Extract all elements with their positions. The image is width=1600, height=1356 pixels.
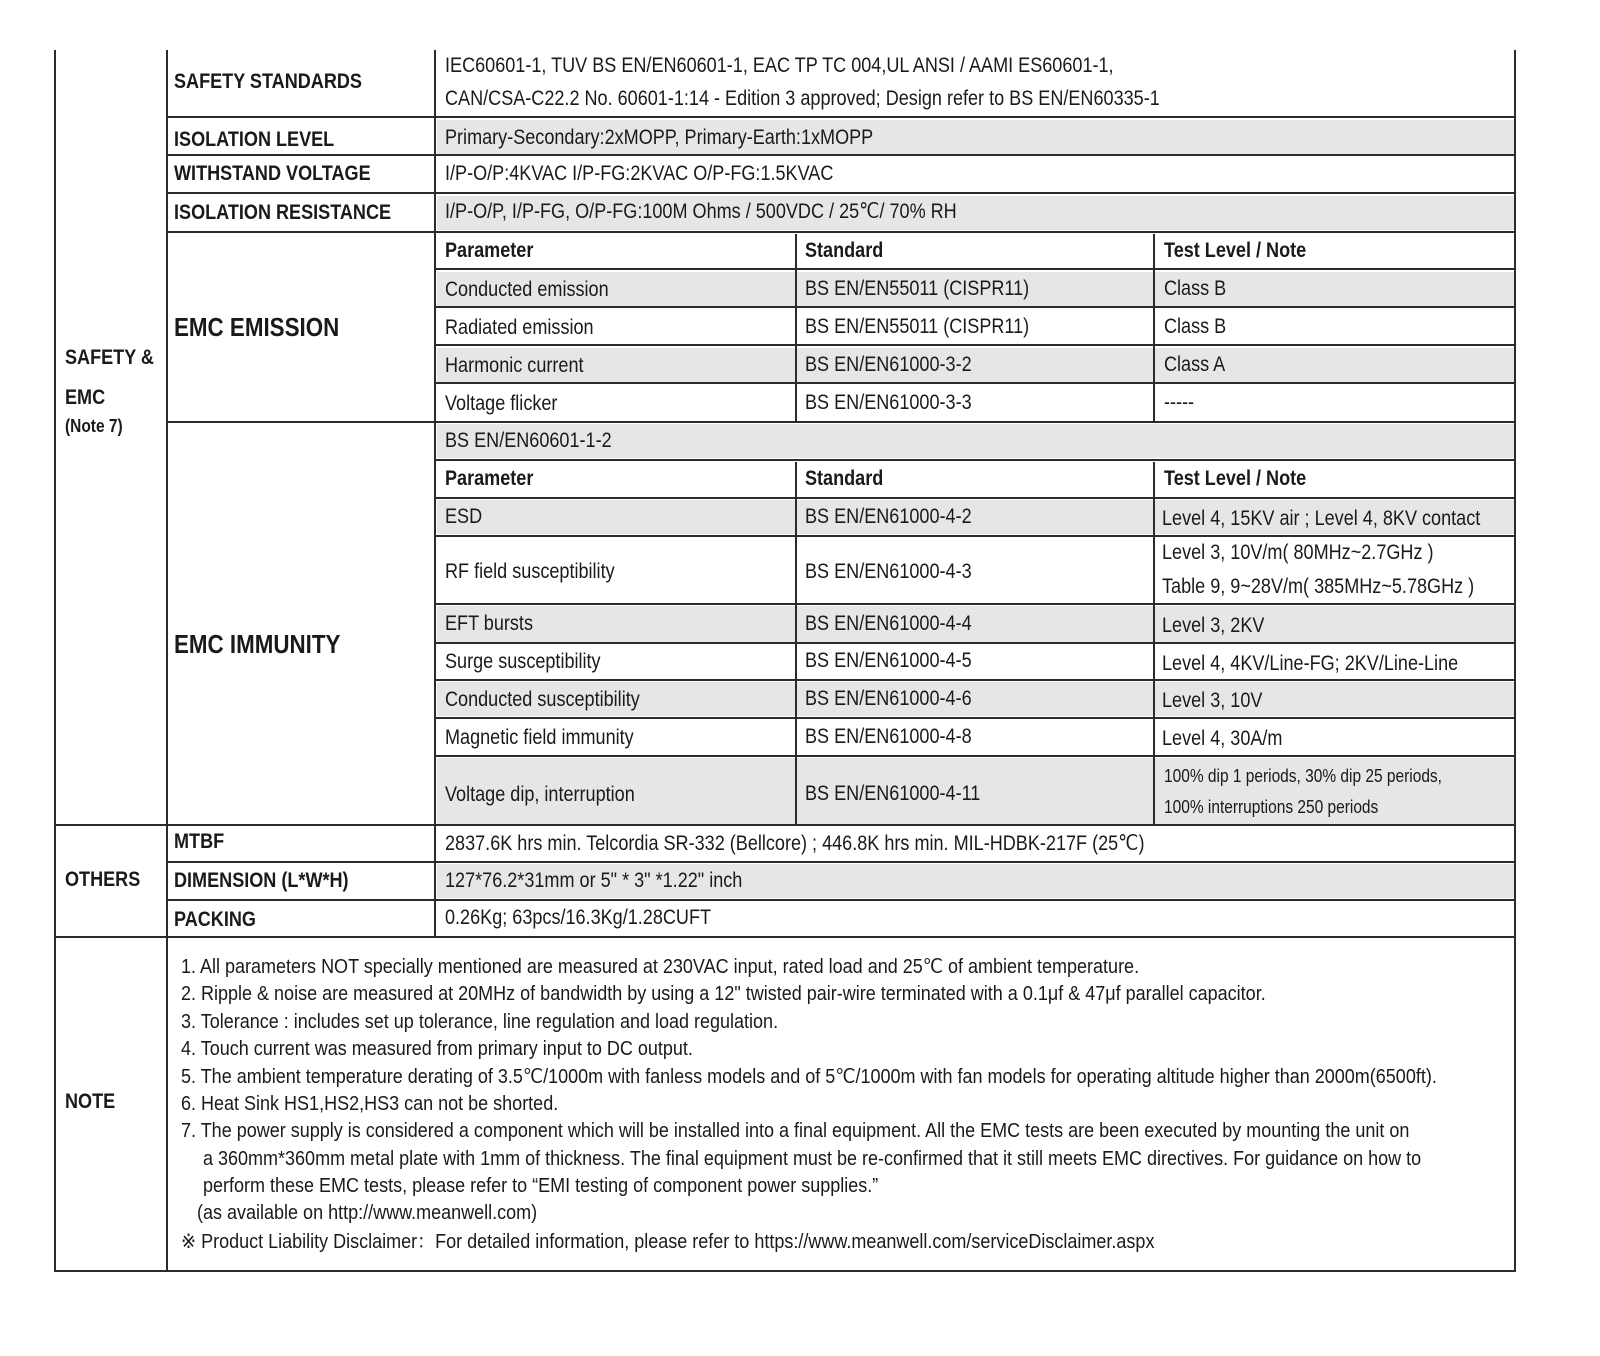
immunity-row-level: Level 4, 30A/m (1162, 727, 1283, 750)
immunity-header-parameter: Parameter (445, 467, 534, 490)
rule-bottom (54, 1270, 1516, 1272)
immunity-row-level-line2: 100% interruptions 250 periods (1164, 797, 1379, 817)
note-line: 1. All parameters NOT specially mentioned are measured at 230VAC input, rated load and 25℃ of ambient temperature. (181, 956, 1140, 978)
immunity-row-level: Level 4, 4KV/Line-FG; 2KV/Line-Line (1162, 652, 1459, 675)
immunity-row-level: Level 3, 2KV (1162, 614, 1265, 637)
note-line: perform these EMC tests, please refer to “EMI testing of component power supplies.” (203, 1175, 879, 1197)
rule (166, 231, 1516, 233)
emission-header-standard: Standard (805, 239, 884, 262)
rule (434, 306, 1516, 308)
rule (434, 268, 1516, 270)
divider-col2 (795, 234, 797, 422)
label-emc-emission: EMC EMISSION (174, 312, 340, 342)
label-dimension: DIMENSION (L*W*H) (174, 869, 349, 892)
rule (434, 382, 1516, 384)
emission-row-parameter: Conducted emission (445, 278, 609, 301)
emission-header-parameter: Parameter (445, 239, 534, 262)
rule (166, 861, 1516, 863)
section-title-note: NOTE (65, 1090, 116, 1113)
note-line: 7. The power supply is considered a component which will be installed into a final equipment. All the EMC tests are been executed by mounting the unit on (181, 1120, 1410, 1142)
emission-row-level: Class B (1164, 277, 1227, 300)
emission-row-parameter: Voltage flicker (445, 392, 558, 415)
rule (166, 899, 1516, 901)
note-line: 6. Heat Sink HS1,HS2,HS3 can not be shorted. (181, 1093, 559, 1115)
rule (166, 192, 1516, 194)
immunity-header-test-level: Test Level / Note (1164, 467, 1307, 490)
label-isolation-level: ISOLATION LEVEL (174, 128, 335, 151)
rule (434, 755, 1516, 757)
border-left (54, 50, 56, 1272)
emission-row-level: Class A (1164, 353, 1226, 376)
immunity-row-level: Level 3, 10V/m( 80MHz~2.7GHz ) (1162, 541, 1434, 564)
divider-section (166, 50, 168, 1272)
note-line: 3. Tolerance : includes set up tolerance, line regulation and load regulation. (181, 1011, 779, 1033)
immunity-row-standard: BS EN/EN61000-4-11 (805, 782, 981, 805)
emission-row-standard: BS EN/EN55011 (CISPR11) (805, 315, 1030, 338)
rule (434, 679, 1516, 681)
rule (166, 116, 1516, 118)
rule (434, 717, 1516, 719)
emission-row-parameter: Harmonic current (445, 354, 584, 377)
section-title-others: OTHERS (65, 868, 141, 891)
immunity-row-standard: BS EN/EN61000-4-6 (805, 687, 972, 710)
immunity-row-standard: BS EN/EN61000-4-8 (805, 725, 972, 748)
immunity-row-parameter: Conducted susceptibility (445, 688, 640, 711)
immunity-row-level: Level 4, 15KV air ; Level 4, 8KV contact (1162, 507, 1481, 530)
value-packing: 0.26Kg; 63pcs/16.3Kg/1.28CUFT (445, 906, 712, 929)
value-dimension: 127*76.2*31mm or 5" * 3" *1.22" inch (445, 869, 743, 892)
immunity-row-parameter: Surge susceptibility (445, 650, 601, 673)
emission-row-level: Class B (1164, 315, 1227, 338)
immunity-row-parameter: Voltage dip, interruption (445, 783, 635, 806)
rule (434, 497, 1516, 499)
value-safety-standards-line2: CAN/CSA-C22.2 No. 60601-1:14 - Edition 3 approved; Design refer to BS EN/EN60335-1 (445, 87, 1160, 110)
value-mtbf: 2837.6K hrs min. Telcordia SR-332 (Bellcore) ; 446.8K hrs min. MIL-HDBK-217F (25℃) (445, 832, 1145, 855)
label-emc-immunity: EMC IMMUNITY (174, 629, 341, 659)
divider-col3 (1153, 234, 1155, 422)
note-line: a 360mm*360mm metal plate with 1mm of thickness. The final equipment must be re-confirmed that it still meets EMC directives. For guidance on how to (203, 1148, 1422, 1170)
immunity-row-level: 100% dip 1 periods, 30% dip 25 periods, (1164, 766, 1442, 786)
immunity-row-parameter: RF field susceptibility (445, 560, 615, 583)
value-isolation-level: Primary-Secondary:2xMOPP, Primary-Earth:1xMOPP (445, 126, 874, 149)
rule (434, 535, 1516, 537)
rule (166, 421, 1516, 423)
rule (166, 154, 1516, 156)
immunity-row-level-line2: Table 9, 9~28V/m( 385MHz~5.78GHz ) (1162, 575, 1475, 598)
note-line: 5. The ambient temperature derating of 3.5℃/1000m with fanless models and of 5℃/1000m with fan models for operating altitude higher than 2000m(6500ft). (181, 1066, 1437, 1088)
divider-label (434, 50, 436, 938)
border-right (1514, 50, 1516, 1272)
immunity-row-standard: BS EN/EN61000-4-5 (805, 649, 972, 672)
emission-header-test-level: Test Level / Note (1164, 239, 1307, 262)
label-packing: PACKING (174, 908, 256, 931)
immunity-row-level: Level 3, 10V (1162, 689, 1263, 712)
immunity-row-standard: BS EN/EN61000-4-2 (805, 505, 972, 528)
note-line: 2. Ripple & noise are measured at 20MHz of bandwidth by using a 12" twisted pair-wire terminated with a 0.1μf & 47μf parallel capacitor. (181, 983, 1266, 1005)
note-line: (as available on http://www.meanwell.com) (197, 1202, 538, 1224)
emission-row-standard: BS EN/EN55011 (CISPR11) (805, 277, 1030, 300)
emission-row-level: ----- (1164, 391, 1195, 414)
section-note-ref: (Note 7) (65, 416, 123, 436)
immunity-row-parameter: Magnetic field immunity (445, 726, 634, 749)
value-isolation-resistance: I/P-O/P, I/P-FG, O/P-FG:100M Ohms / 500VDC / 25℃/ 70% RH (445, 200, 957, 223)
emission-row-parameter: Radiated emission (445, 316, 594, 339)
value-safety-standards-line1: IEC60601-1, TUV BS EN/EN60601-1, EAC TP TC 004,UL ANSI / AAMI ES60601-1, (445, 54, 1114, 77)
shade-immunity-eft (437, 606, 1514, 642)
label-isolation-resistance: ISOLATION RESISTANCE (174, 201, 392, 224)
note-line: 4. Touch current was measured from primary input to DC output. (181, 1038, 693, 1060)
label-withstand-voltage: WITHSTAND VOLTAGE (174, 162, 371, 185)
note-disclaimer: ※ Product Liability Disclaimer：For detailed information, please refer to https://www.meanwell.com/serviceDisclaimer.aspx (181, 1231, 1155, 1253)
immunity-row-standard: BS EN/EN61000-4-3 (805, 560, 972, 583)
shade-emission-row3 (437, 348, 1514, 382)
label-safety-standards: SAFETY STANDARDS (174, 70, 362, 93)
section-title-safety-emc: SAFETY & (65, 346, 154, 369)
emission-row-standard: BS EN/EN61000-3-3 (805, 391, 972, 414)
immunity-row-parameter: ESD (445, 505, 483, 528)
immunity-standard: BS EN/EN60601-1-2 (445, 429, 612, 452)
section-title-emc: EMC (65, 386, 106, 409)
rule (434, 642, 1516, 644)
value-withstand-voltage: I/P-O/P:4KVAC I/P-FG:2KVAC O/P-FG:1.5KVAC (445, 162, 834, 185)
emission-row-standard: BS EN/EN61000-3-2 (805, 353, 972, 376)
rule-section (54, 936, 1516, 938)
immunity-row-standard: BS EN/EN61000-4-4 (805, 612, 972, 635)
immunity-header-standard: Standard (805, 467, 884, 490)
rule (434, 344, 1516, 346)
rule (434, 459, 1516, 461)
immunity-row-parameter: EFT bursts (445, 612, 533, 635)
rule-section (54, 824, 1516, 826)
label-mtbf: MTBF (174, 830, 225, 853)
rule (434, 603, 1516, 605)
